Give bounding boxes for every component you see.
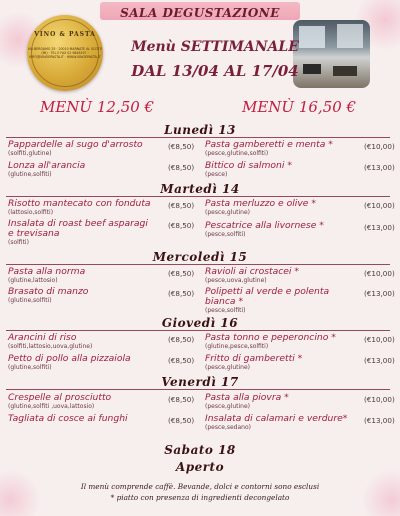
dish-price: (€8,50) xyxy=(168,416,195,425)
day-rule xyxy=(6,137,390,138)
dish-price: (€10,00) xyxy=(364,201,395,210)
dish-name: Tagliata di cosce ai funghi xyxy=(8,413,128,424)
dish-name: Pescatrice alla livornese * xyxy=(205,220,324,231)
day-title: Venerdì 17 xyxy=(161,375,239,389)
dish-allergens: (glutine,solfiti ,uova,lattosio) xyxy=(8,403,95,410)
logo-name: VINO & PASTA xyxy=(34,31,96,38)
dish-allergens: (glutine,solfiti) xyxy=(8,364,52,371)
banner xyxy=(100,2,300,20)
dish-name: Pappardelle al sugo d'arrosto xyxy=(8,139,143,150)
dish-allergens: (pesce,solfiti) xyxy=(205,231,246,238)
dish-allergens: (pesce,uova,glutine) xyxy=(205,277,267,284)
day-rule xyxy=(6,389,390,390)
dish-allergens: (solfiti,lattosio,uova,glutine) xyxy=(8,343,93,350)
dish-allergens: (pesce,sedano) xyxy=(205,424,251,431)
menu-title: Menù SETTIMANALE xyxy=(131,39,299,55)
dish-name: Ravioli ai crostacei * xyxy=(205,266,299,277)
dish-price: (€8,50) xyxy=(168,201,195,210)
dish-allergens: (pesce) xyxy=(205,171,228,178)
saturday-status: Aperto xyxy=(175,460,225,474)
dish-name-cont: e trevisana xyxy=(8,228,60,239)
day-rule xyxy=(6,330,390,331)
dish-price: (€10,00) xyxy=(364,335,395,344)
dish-price: (€8,50) xyxy=(168,142,195,151)
dish-price: (€8,50) xyxy=(168,356,195,365)
menu-dates: DAL 13/04 AL 17/04 xyxy=(131,62,299,80)
dish-price: (€8,50) xyxy=(168,289,195,298)
dish-price: (€8,50) xyxy=(168,163,195,172)
dish-allergens: (glutine,lattosio) xyxy=(8,277,58,284)
day-title: Giovedì 16 xyxy=(161,316,239,330)
dish-name: Crespelle al prosciutto xyxy=(8,392,112,403)
dish-name: Polipetti al verde e polenta xyxy=(205,286,330,297)
dish-allergens: (pesce,glutine,solfiti) xyxy=(205,150,269,157)
dish-name: Petto di pollo alla pizzaiola xyxy=(8,353,131,364)
dish-price: (€8,50) xyxy=(168,221,195,230)
logo-text: VIA BERGAMO 25 · 20010 MARNATE AL SCOTO (MI) · TEL E FAX 02 9846197 · INFO@VINOEPASTA.IT · WWW.VINOEPASTA.IT xyxy=(27,47,103,59)
day-rule xyxy=(6,264,390,265)
dish-price: (€8,50) xyxy=(168,269,195,278)
dish-price: (€10,00) xyxy=(364,395,395,404)
dish-name: Brasato di manzo xyxy=(8,286,89,297)
dish-name: Pasta alla norma xyxy=(8,266,86,277)
day-title: Sabato 18 xyxy=(164,443,236,457)
price-header-left: MENÙ 12,50 € xyxy=(40,98,155,116)
dish-allergens: (lattosio,solfiti) xyxy=(8,209,54,216)
dish-price: (€10,00) xyxy=(364,142,395,151)
day-title: Lunedì 13 xyxy=(164,123,236,137)
dish-name: Pasta tonno e peperoncino * xyxy=(205,332,336,343)
dish-price: (€8,50) xyxy=(168,395,195,404)
menu-note: * piatto con presenza di ingredienti decongelato xyxy=(110,493,290,502)
day-rule xyxy=(6,196,390,197)
dish-allergens: (pesce,glutine) xyxy=(205,364,250,371)
menu-note: Il menù comprende caffè. Bevande, dolci e contorni sono esclusi xyxy=(80,482,320,491)
dish-allergens: (glutine,solfiti) xyxy=(8,171,52,178)
restaurant-logo xyxy=(27,15,103,91)
dish-name: Fritto di gamberetti * xyxy=(205,353,303,364)
price-header-right: MENÙ 16,50 € xyxy=(242,98,357,116)
dish-name: Pasta merluzzo e olive * xyxy=(205,198,316,209)
dish-allergens: (pesce,glutine) xyxy=(205,209,250,216)
banner-text: SALA DEGUSTAZIONE xyxy=(120,6,280,20)
dish-name: Lonza all'arancia xyxy=(8,160,86,171)
dish-price: (€13,00) xyxy=(364,416,395,425)
dish-price: (€13,00) xyxy=(364,223,395,232)
dish-name: Risotto mantecato con fonduta xyxy=(8,198,151,209)
photo-table xyxy=(333,66,357,76)
photo-window xyxy=(337,24,363,48)
day-title: Mercoledì 15 xyxy=(152,250,248,264)
dish-price: (€13,00) xyxy=(364,356,395,365)
dish-price: (€10,00) xyxy=(364,269,395,278)
dish-price: (€13,00) xyxy=(364,289,395,298)
dish-allergens: (solfiti,glutine) xyxy=(8,150,52,157)
dish-allergens: (glutine,solfiti) xyxy=(8,297,52,304)
dish-name: Insalata di calamari e verdure* xyxy=(205,413,348,424)
dish-name: Pasta alla piovra * xyxy=(205,392,289,403)
dish-allergens: (pesce,solfiti) xyxy=(205,307,246,314)
dish-price: (€13,00) xyxy=(364,163,395,172)
dish-price: (€8,50) xyxy=(168,335,195,344)
dish-allergens: (solfiti) xyxy=(8,239,29,246)
dish-allergens: (pesce,glutine) xyxy=(205,403,250,410)
dish-name: Pasta gamberetti e menta * xyxy=(205,139,333,150)
dish-name: Arancini di riso xyxy=(8,332,77,343)
dish-allergens: (glutine,pesce,solfiti) xyxy=(205,343,269,350)
day-title: Martedì 14 xyxy=(160,182,240,196)
dish-name: Bittico di salmoni * xyxy=(205,160,292,171)
dish-name-cont: bianca * xyxy=(205,296,244,307)
dish-name: Insalata di roast beef asparagi xyxy=(8,218,148,229)
